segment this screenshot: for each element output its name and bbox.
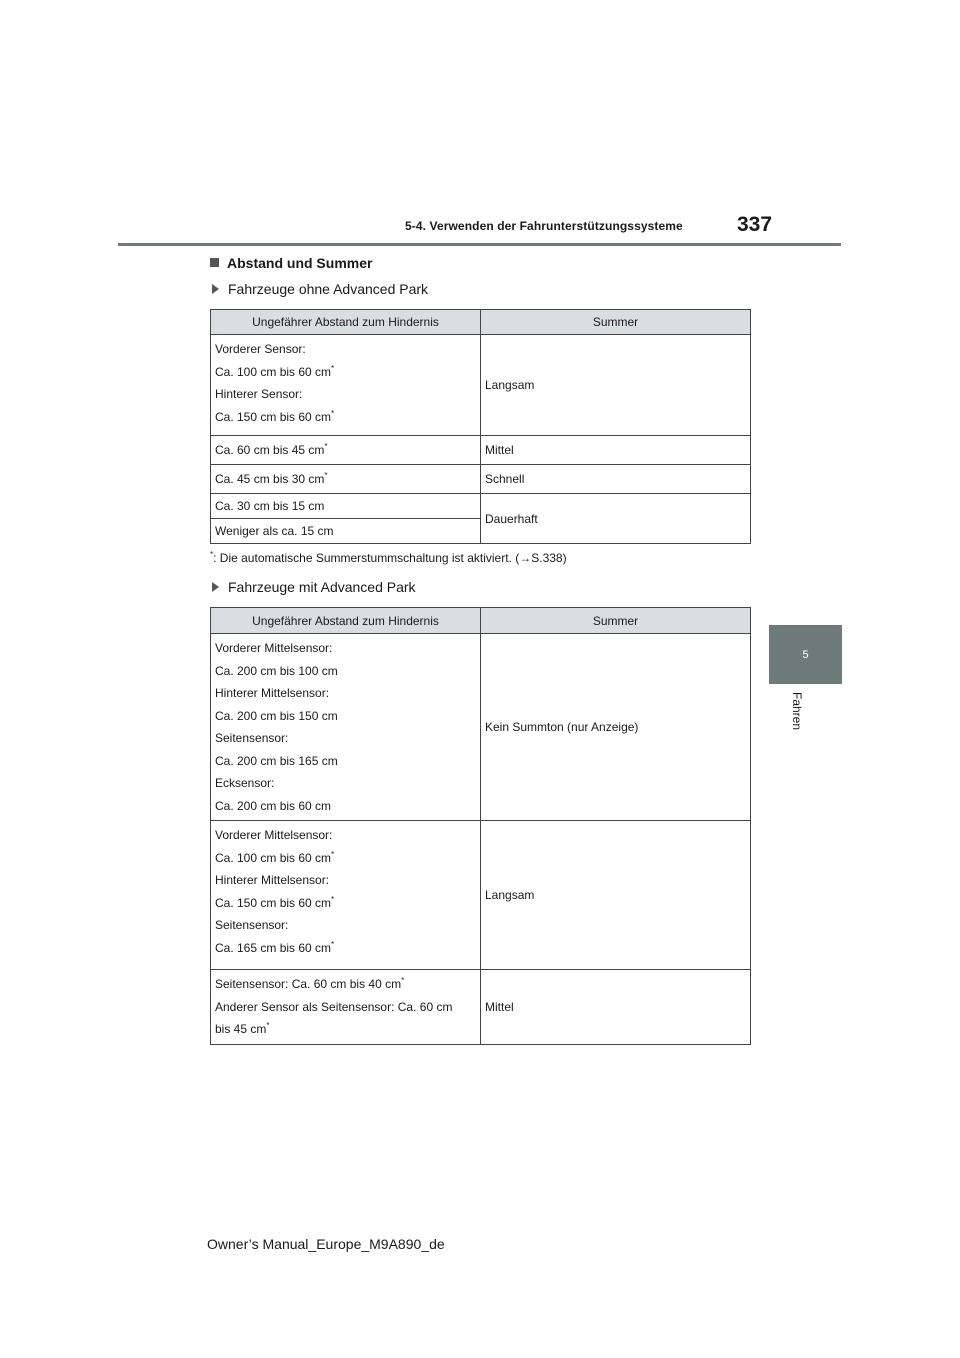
footnote-marker: * [210,550,214,559]
distance-cell: Weniger als ca. 15 cm [211,519,481,544]
footnote-marker: * [266,1021,270,1030]
table-header-row [211,310,751,335]
distance-cell [211,335,481,436]
distance-line: Seitensensor: [215,918,289,932]
distance-line: Seitensensor: Ca. 60 cm bis 40 cm* [215,976,405,991]
distance-cell [211,821,481,970]
distance-cell [211,970,481,1045]
buzzer-cell: Kein Summton (nur Anzeige) [481,634,751,821]
footnote-marker: * [331,939,335,949]
table-header-distance: Ungefährer Abstand zum Hindernis [211,310,481,335]
footnote-marker: * [331,849,335,859]
distance-line: Ca. 200 cm bis 150 cm [215,708,338,723]
buzzer-cell: Mittel [481,436,751,465]
chapter-number: 5 [802,648,809,661]
distance-line: Hinterer Sensor: [215,387,303,401]
distance-line: Ecksensor: [215,776,275,790]
table-header-buzzer: Summer [481,310,751,335]
buzzer-cell: Dauerhaft [481,494,751,544]
distance-cell: Ca. 45 cm bis 30 cm* [211,465,481,494]
distance-line: Ca. 200 cm bis 60 cm [215,798,332,813]
distance-line: Vorderer Mittelsensor: [215,641,333,655]
header-section-title: 5-4. Verwenden der Fahrunterstützungssysteme [405,219,683,233]
page-number: 337 [737,213,773,236]
table-row [211,436,751,465]
distance-line: Hinterer Mittelsensor: [215,873,330,887]
triangle-bullet-icon [212,582,219,592]
footnote-marker: * [331,894,335,904]
footnote [210,551,567,565]
footnote-text: : Die automatische Summerstummschaltung ist aktiviert. ( [213,551,520,565]
footer-manual-id: Owner’s Manual_Europe_M9A890_de [207,1236,445,1252]
table-header-row [211,608,751,634]
distance-line: Seitensensor: [215,731,289,745]
table-row [211,634,751,821]
chapter-label: Fahren [790,692,804,731]
table-row [211,970,751,1045]
distance-line: Ca. 200 cm bis 100 cm [215,663,338,678]
distance-line: bis 45 cm* [215,1021,270,1036]
footnote-marker: * [331,408,335,418]
distance-line: Ca. 165 cm bis 60 cm* [215,939,335,955]
chapter-tab [769,625,842,684]
buzzer-cell: Mittel [481,970,751,1045]
footnote-marker: * [401,976,405,985]
distance-line: Ca. 150 cm bis 60 cm* [215,894,335,910]
subheading-without-advanced-park [212,281,428,297]
section-heading [210,255,372,271]
footnote-marker: * [331,363,335,373]
table-row [211,821,751,970]
table-header-buzzer: Summer [481,608,751,634]
square-bullet-icon [210,258,219,267]
table-row [211,465,751,494]
footnote-marker: * [324,471,328,480]
table-row [211,494,751,519]
footnote-marker: * [324,442,328,451]
distance-line: Vorderer Sensor: [215,342,306,356]
distance-line: Hinterer Mittelsensor: [215,686,330,700]
buzzer-table-without-advanced-park [210,309,751,544]
distance-line: Ca. 150 cm bis 60 cm* [215,408,335,424]
table-row [211,335,751,436]
distance-line: Ca. 100 cm bis 60 cm* [215,849,335,865]
buzzer-cell: Schnell [481,465,751,494]
distance-line: Ca. 100 cm bis 60 cm* [215,363,335,379]
arrow-icon: → [519,551,532,565]
distance-line: Anderer Sensor als Seitensensor: Ca. 60 cm [215,999,453,1014]
buzzer-table-with-advanced-park [210,607,751,1045]
subheading-text: Fahrzeuge ohne Advanced Park [228,281,429,297]
distance-line: Ca. 200 cm bis 165 cm [215,753,338,768]
buzzer-cell: Langsam [481,821,751,970]
buzzer-cell: Langsam [481,335,751,436]
subheading-with-advanced-park [212,579,416,595]
table-header-distance: Ungefährer Abstand zum Hindernis [211,608,481,634]
subheading-text: Fahrzeuge mit Advanced Park [228,579,416,595]
header-rule [118,243,841,246]
distance-cell: Ca. 60 cm bis 45 cm* [211,436,481,465]
distance-cell: Ca. 30 cm bis 15 cm [211,494,481,519]
triangle-bullet-icon [212,284,219,294]
distance-line: Vorderer Mittelsensor: [215,828,333,842]
section-heading-text: Abstand und Summer [227,255,373,271]
footnote-page-link[interactable]: S.338) [531,551,567,565]
distance-cell [211,634,481,821]
